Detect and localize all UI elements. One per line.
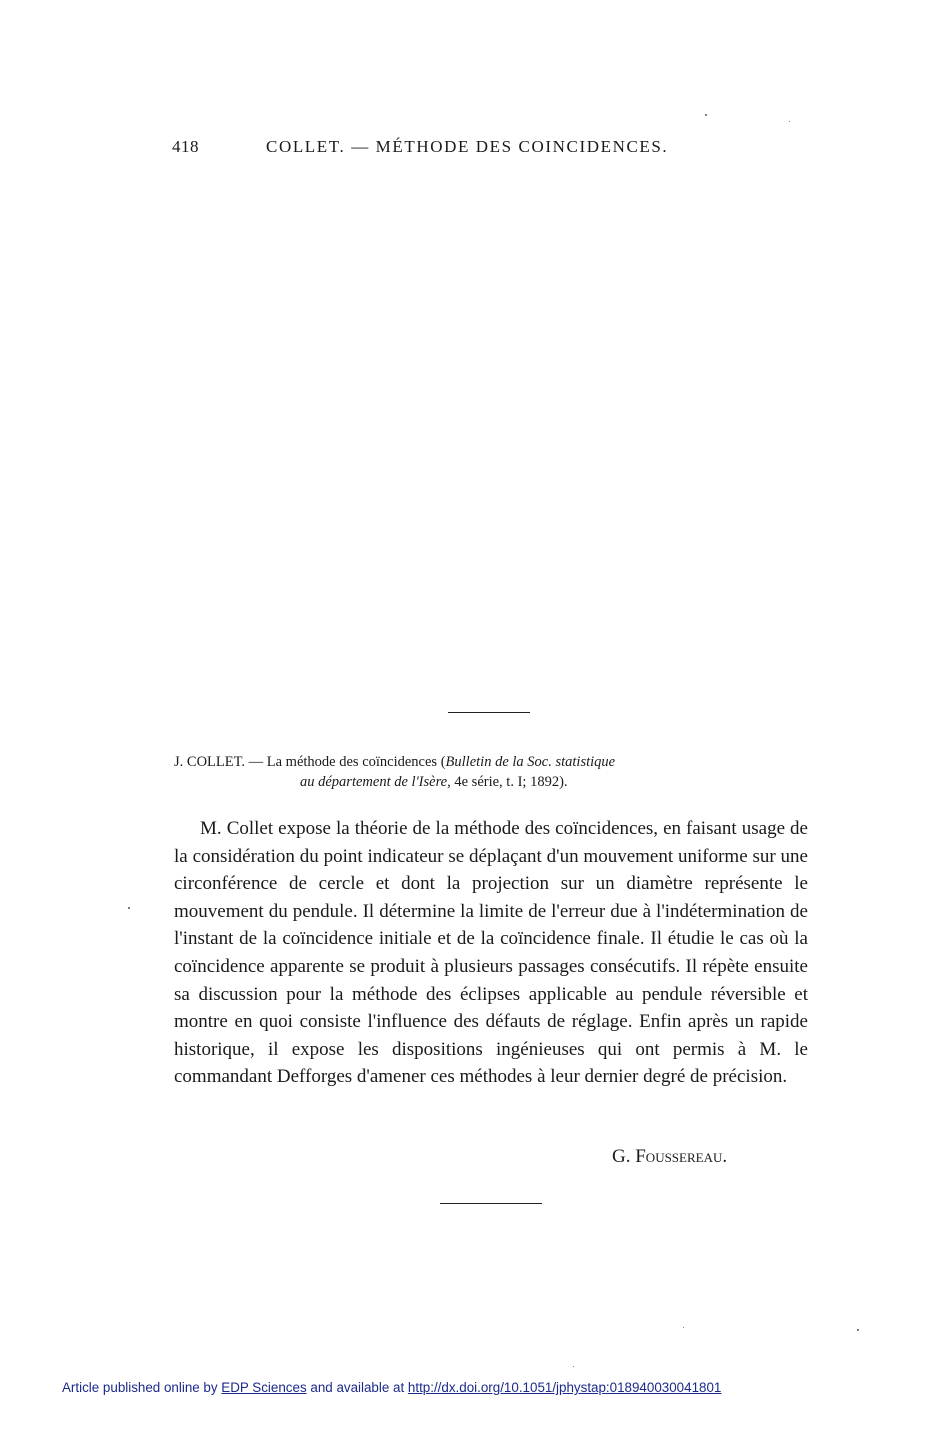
citation-journal-part1: Bulletin de la Soc. statistique [445, 754, 616, 770]
citation-title: La méthode des coïncidences [266, 754, 438, 770]
section-rule-top [448, 712, 530, 713]
page-number: 418 [172, 137, 199, 156]
bibliographic-citation [174, 752, 814, 792]
signature-name: Foussereau. [635, 1146, 728, 1167]
summary-block [174, 815, 808, 1091]
scan-speck [857, 1329, 859, 1331]
citation-author: J. COLLET. [174, 754, 246, 770]
publication-footer [62, 1380, 721, 1395]
section-rule-bottom [440, 1203, 542, 1204]
citation-open-paren: ( [437, 754, 446, 770]
citation-details: 4e série, t. I; 1892). [450, 774, 568, 790]
footer-middle: and available at [306, 1380, 408, 1395]
scan-speck [683, 1327, 684, 1328]
reviewer-signature [608, 1143, 727, 1171]
summary-paragraph: M. Collet expose la théorie de la méthode des coïncidences, en faisant usage de la considération du point indicateur se déplaçant d'un mouvement uniforme sur une circonférence de cercle et dont la projection sur un diamètre représente le mouvement du pendule. Il détermine la limite de l'erreur due à l'indétermination de l'instant de la coïncidence initiale et de la coïncidence finale. Il étudie le cas où la coïncidence apparente se produit à plusieurs passages consécutifs. Il répète ensuite sa discussion pour la méthode des éclipses applicable au pendule réversible et montre en quoi consiste l'influence des défauts de réglage. Enfin après un rapide historique, il expose les dispositions ingénieuses qui ont permis à M. le commandant Defforges d'amener ces méthodes à leur dernier degré de précision. [174, 818, 808, 1088]
scan-speck [705, 114, 707, 116]
citation-second-line [174, 772, 814, 792]
citation-dash: — [245, 754, 267, 770]
signature-initial: G. [612, 1146, 631, 1167]
running-head: COLLET. — MÉTHODE DES COINCIDENCES. [266, 137, 669, 156]
scan-speck [789, 121, 790, 122]
scan-speck [128, 907, 130, 909]
publisher-link[interactable]: EDP Sciences [221, 1380, 307, 1395]
scan-speck [573, 1366, 574, 1367]
footer-prefix: Article published online by [62, 1380, 222, 1395]
citation-journal-part2: au département de l'Isère, [300, 774, 451, 790]
doi-link[interactable]: http://dx.doi.org/10.1051/jphystap:018940030041801 [407, 1380, 722, 1395]
